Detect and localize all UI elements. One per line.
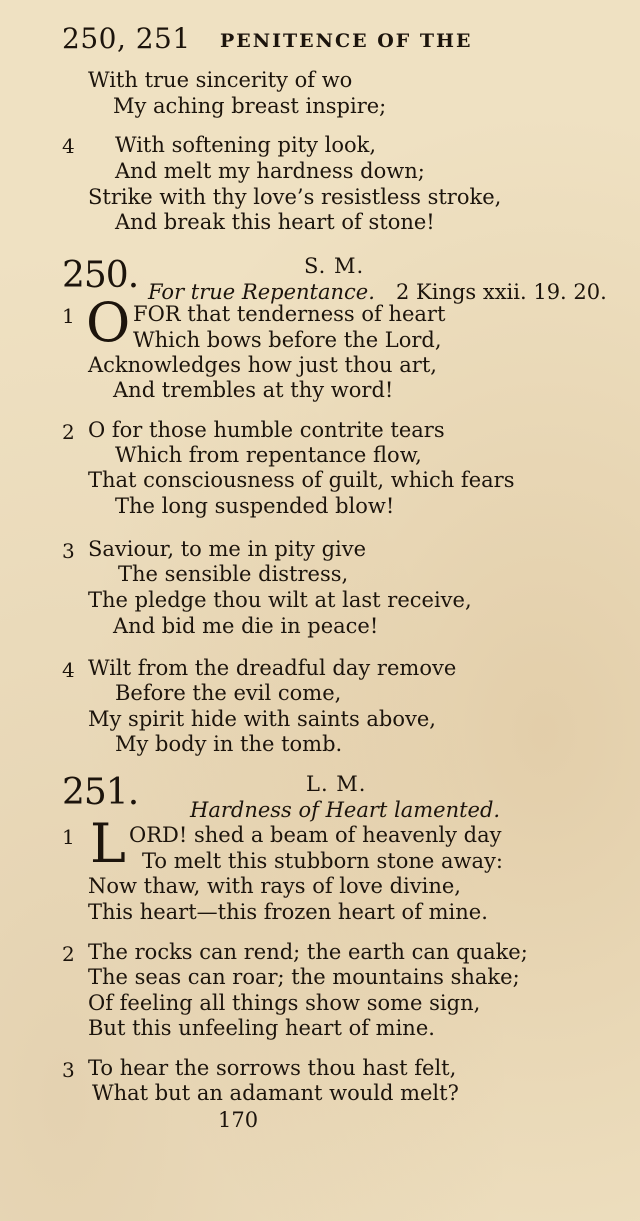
verse-line: With softening pity look, [115, 133, 377, 157]
verse-line: That consciousness of guilt, which fears [88, 468, 515, 492]
running-head [62, 22, 473, 55]
verse-line: Wilt from the dreadful day remove [88, 656, 457, 680]
page-range: 250, 251 [62, 22, 191, 55]
verse-line: The long suspended blow! [115, 494, 395, 518]
drop-cap: O [86, 291, 131, 354]
stanza-number: 4 [62, 658, 75, 682]
stanza-number: 2 [62, 942, 75, 966]
verse-line: The seas can roar; the mountains shake; [88, 965, 520, 989]
stanza-number: 4 [62, 134, 75, 158]
verse-line: To hear the sorrows thou hast felt, [88, 1056, 457, 1080]
verse-line: My body in the tomb. [115, 732, 343, 756]
drop-cap: L [90, 812, 126, 875]
verse-line: Saviour, to me in pity give [88, 537, 367, 561]
verse-line: Which bows before the Lord, [133, 328, 442, 352]
hymn-meter: L. M. [306, 772, 367, 796]
verse-line: FOR that tenderness of heart [133, 302, 446, 326]
hymn-number: 250. [62, 255, 139, 296]
verse-line: And break this heart of stone! [115, 210, 435, 234]
verse-line: Which from repentance flow, [115, 443, 422, 467]
scripture-reference: 2 Kings xxii. 19. 20. [396, 280, 607, 304]
verse-line: The rocks can rend; the earth can quake; [88, 940, 528, 964]
verse-line: My spirit hide with saints above, [88, 707, 436, 731]
stanza-number: 2 [62, 420, 75, 444]
stanza-number: 1 [62, 304, 75, 328]
verse-line: My aching breast inspire; [113, 94, 387, 118]
verse-line: Of feeling all things show some sign, [88, 991, 481, 1015]
hymn-number: 251. [62, 772, 139, 813]
verse-line: O for those humble contrite tears [88, 418, 445, 442]
verse-line: The pledge thou wilt at last receive, [88, 588, 472, 612]
verse-line: And trembles at thy word! [113, 378, 394, 402]
verse-line: ORD! shed a beam of heavenly day [129, 823, 502, 847]
hymn-meter: S. M. [304, 254, 365, 278]
verse-line: And melt my hardness down; [115, 159, 425, 183]
verse-line: To melt this stubborn stone away: [142, 849, 503, 873]
page-folio: 170 [218, 1108, 259, 1132]
stanza-number: 1 [62, 825, 75, 849]
verse-line: And bid me die in peace! [113, 614, 379, 638]
running-title: PENITENCE OF THE [220, 30, 473, 52]
verse-line: But this unfeeling heart of mine. [88, 1016, 435, 1040]
verse-line: This heart—this frozen heart of mine. [88, 900, 488, 924]
verse-line: Now thaw, with rays of love divine, [88, 874, 461, 898]
verse-line: Before the evil come, [115, 681, 342, 705]
hymn-title: For true Repentance. [148, 280, 375, 304]
verse-line: What but an adamant would melt? [92, 1081, 459, 1105]
hymn-title: Hardness of Heart lamented. [190, 798, 501, 822]
verse-line: The sensible distress, [118, 562, 349, 586]
stanza-number: 3 [62, 539, 75, 563]
verse-line: Acknowledges how just thou art, [88, 353, 437, 377]
verse-line: Strike with thy love’s resistless stroke, [88, 185, 502, 209]
verse-line: With true sincerity of wo [88, 68, 353, 92]
stanza-number: 3 [62, 1058, 75, 1082]
